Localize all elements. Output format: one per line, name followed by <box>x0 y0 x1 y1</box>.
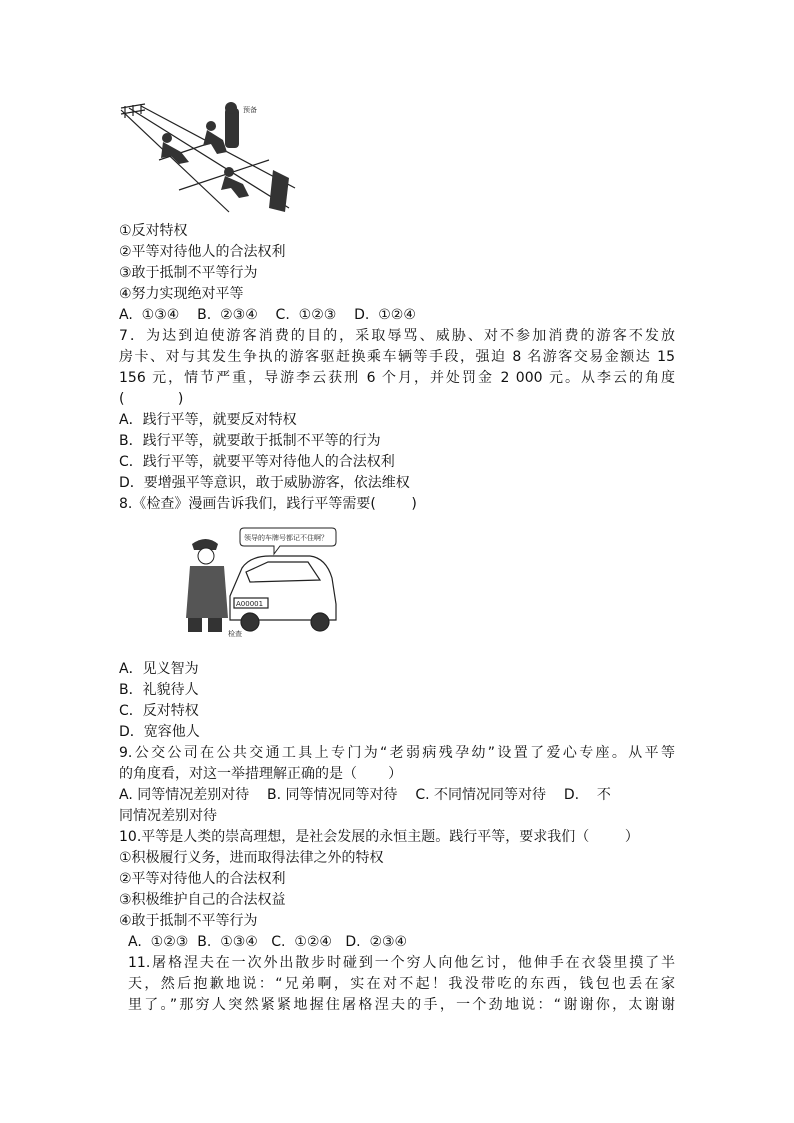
q10-choices: A. ①②③ B. ①③④ C. ①②④ D. ②③④ <box>128 934 408 950</box>
q6-option-3: ③敢于抵制不平等行为 <box>119 265 258 281</box>
figure-caption: 预备 <box>243 106 257 114</box>
q10-stem: 10.平等是人类的崇高理想，是社会发展的永恒主题。践行平等，要求我们（ ） <box>119 829 639 845</box>
q7-stem-line-3: 156 元，情节严重，导游李云获刑 6 个月，并处罚金 2 000 元。从李云的角度 <box>119 370 675 386</box>
cartoon-caption: 检查 <box>228 630 242 638</box>
q11-stem-line-2: 天，然后抱歉地说：“兄弟啊，实在对不起！我没带吃的东西，钱包也丢在家 <box>128 976 675 992</box>
q10-option-2: ②平等对待他人的合法权利 <box>119 871 286 887</box>
q9-stem-line-1: 9.公交公司在公共交通工具上专门为“老弱病残孕幼”设置了爱心专座。从平等 <box>119 745 675 761</box>
q9-choices-line-1: A. 同等情况差别对待 B. 同等情况同等对待 C. 不同情况同等对待 D. 不 <box>119 787 611 803</box>
q6-option-4: ④努力实现绝对平等 <box>119 286 244 302</box>
q8-option-c: C．反对特权 <box>119 703 199 719</box>
q9-choices-line-2: 同情况差别对待 <box>119 808 217 824</box>
q9-stem-line-2: 的角度看，对这一举措理解正确的是（ ） <box>119 766 403 782</box>
q10-option-3: ③积极维护自己的合法权益 <box>119 892 286 908</box>
q11-stem-line-3: 里了。”那穷人突然紧紧地握住屠格涅夫的手，一个劲地说：“谢谢你，太谢谢 <box>128 997 675 1013</box>
q6-choices: A. ①③④ B. ②③④ C. ①②③ D. ①②④ <box>119 307 416 323</box>
q7-option-d: D．要增强平等意识，敢于威胁游客，依法维权 <box>119 475 410 491</box>
cartoon-speech-bubble: 领导的车牌号都记不住啊？ <box>244 534 328 542</box>
q8-option-b: B．礼貌待人 <box>119 682 199 698</box>
q7-option-c: C．践行平等，就要平等对待他人的合法权利 <box>119 454 395 470</box>
inspection-cartoon <box>170 526 340 638</box>
q10-option-4: ④敢于抵制不平等行为 <box>119 913 258 929</box>
q7-stem-line-2: 房卡、对与其发生争执的游客驱赶换乘车辆等手段，强迫 8 名游客交易金额达 15 <box>119 349 675 365</box>
q6-option-1: ①反对特权 <box>119 223 188 239</box>
cartoon-license-plate: A00001 <box>236 600 264 608</box>
q8-stem: 8.《检查》漫画告诉我们，践行平等需要( ) <box>119 496 417 512</box>
race-cartoon <box>119 100 299 218</box>
q6-option-2: ②平等对待他人的合法权利 <box>119 244 286 260</box>
q8-option-a: A．见义智为 <box>119 661 199 677</box>
q8-option-d: D．宽容他人 <box>119 724 200 740</box>
q7-option-a: A．践行平等，就要反对特权 <box>119 412 297 428</box>
q7-stem-line-4: ( ) <box>119 391 184 407</box>
q10-option-1: ①积极履行义务，进而取得法律之外的特权 <box>119 850 384 866</box>
q7-option-b: B．践行平等，就要敢于抵制不平等的行为 <box>119 433 381 449</box>
q11-stem-line-1: 11.屠格涅夫在一次外出散步时碰到一个穷人向他乞讨，他伸手在衣袋里摸了半 <box>128 955 675 971</box>
q7-stem-line-1: 7．为达到迫使游客消费的目的，采取辱骂、威胁、对不参加消费的游客不发放 <box>119 328 675 344</box>
